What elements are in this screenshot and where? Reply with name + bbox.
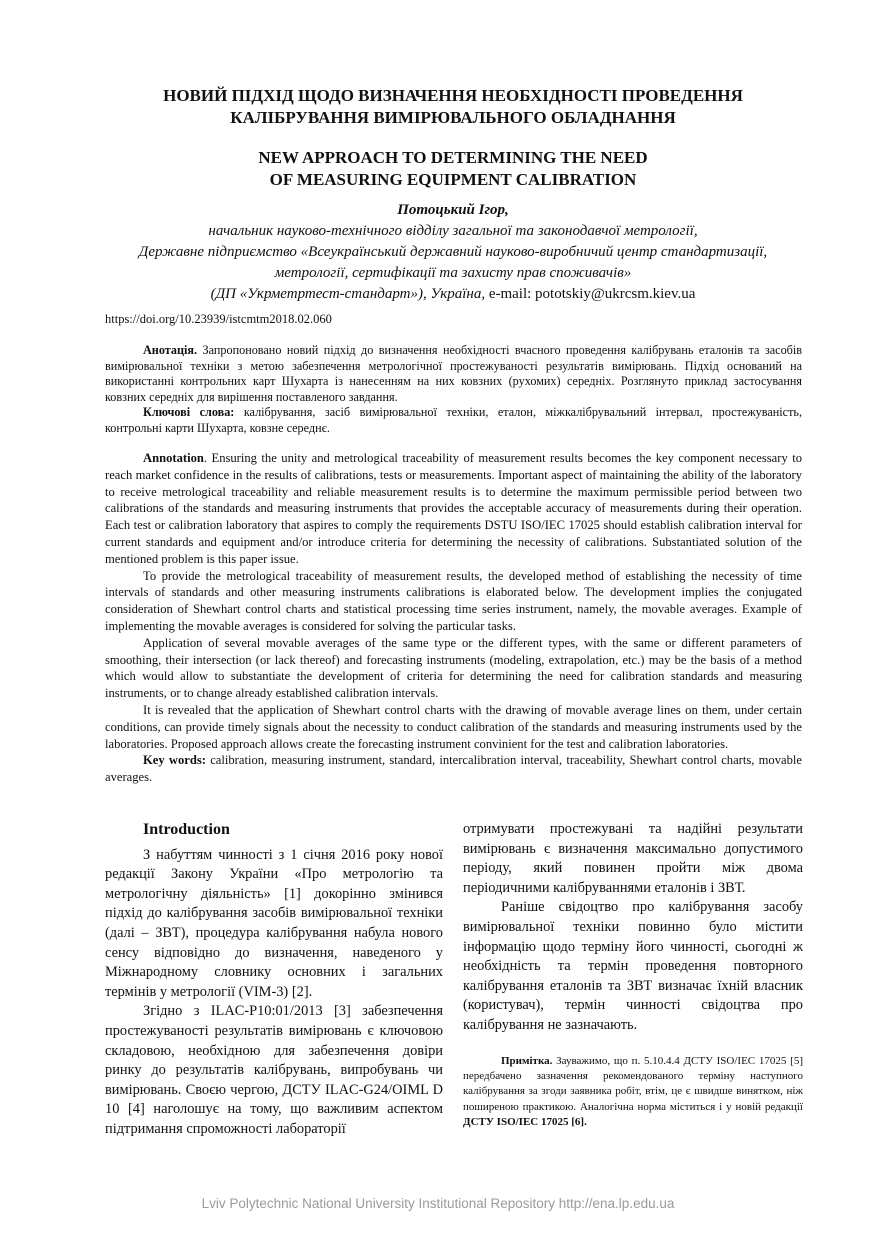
abstract-en-paragraph-2: To provide the metrological traceability of measurement results, the developed method of establishing the necessity of time intervals of standards and other measuring instruments calibrations is elaborated below. The development implies the conjugated consideration of Shewhart control charts and statistical processing time series instrument, namely, the movable averages. Example of implementing the movable averages is considered for solving the particular tasks.: [105, 568, 802, 633]
note-text: Зауважимо, що п. 5.10.4.4 ДСТУ ISO/IEC 17025 [5] передбачено зазначення рекомендованого терміну наступного калібрування за згоди заявника робіт, втім, це є швидше винятком, ніж поширеною практикою. Аналогічна норма міститься і у новій редакції: [463, 1054, 803, 1113]
abstract-uk-label: Анотація.: [143, 343, 198, 357]
abstract-en-p1: . Ensuring the unity and metrological traceability of measurement results becomes the key component necessary to reach market confidence in the results of calibrations, tests or measurements. Important aspect of maintaining the ability of the laboratory to receive metrological traceability and reliable measurement results is to determine the maximum permissible period between two calibrations of the standards and measuring instruments that provides the acceptable accuracy of measurements during their operation. Each test or calibration laboratory that aspires to comply the requirements DSTU ISO/IEC 17025 should establish calibration interval for current standards and equipment and/or introduce criteria for determining the necessity of calibrations. Substantiated solution of the mentioned problem is this paper issue.: [105, 451, 802, 566]
doi-link[interactable]: https://doi.org/10.23939/istcmtm2018.02.060: [105, 312, 332, 326]
keywords-uk-paragraph: [105, 405, 802, 436]
author-affiliation-line1: Державне підприємство «Всеукраїнський державний науково-виробничий центр стандартизації,: [138, 244, 768, 260]
abstract-en-paragraph-4: It is revealed that the application of Shewhart control charts with the drawing of movable average lines on them, under certain conditions, can provide timely signals about the necessity to conduct calibration of the standards and measuring instruments used by the laboratories. Proposed approach allows create the forecasting instrument convinient for the test and calibration laboratories.: [105, 702, 802, 751]
keywords-en-paragraph: [105, 752, 802, 786]
keywords-en-label: Key words:: [143, 753, 206, 768]
intro-paragraph-4: Раніше свідоцтво про калібрування засобу вимірювальної техніки повинно було містити інформацію щодо терміну його чинності, сьогодні ж необхідність та термін проведення повторного калібрування еталонів та ЗВТ визначає їхній власник (користувач), термін чинності свідоцтва про калібрування не зазначають.: [463, 899, 803, 1033]
section-heading-introduction: Introduction: [143, 821, 230, 838]
intro-paragraph-1: З набуттям чинності з 1 січня 2016 року нової редакції Закону України «Про метрологію та метрологічну діяльність» [1] докорінно змінився підхід до калібрування засобів вимірювальної техніки (далі – ЗВТ), процедура калібрування набула нового сенсу відповідно до визначення, наведеного у Міжнародному словнику основних і загальних термінів у метрології (VIM-3) [2].: [105, 846, 443, 1000]
author-affiliation-line3: [60, 284, 846, 305]
note-paragraph: [463, 1054, 803, 1131]
abstract-uk-text: Запропоновано новий підхід до визначення необхідності вчасного проведення калібрувань еталонів та засобів вимірювальної техніки з метою забезпечення метрологічної простежуваності результатів вимірювань. Підхід оснований на використанні контрольних карт Шухарта із нанесенням на них ковзних (рухомих) середніх. Розглянуто приклад застосування ковзних середніх для вирішення поставленого завдання.: [105, 343, 802, 404]
author-affiliation-line2: метрології, сертифікації та захисту прав споживачів»: [274, 265, 632, 281]
title-en-line1: NEW APPROACH TO DETERMINING THE NEED: [258, 148, 648, 167]
title-english: [100, 147, 806, 191]
abstract-en-paragraph-3: Application of several movable averages of the same type or the different types, with the same or different parameters of smoothing, their intersection (or lack thereof) and forecasting instruments (modeling, extrapolation, etc.) may be the basis of a method which would allow to substantiate the development of criteria for determining the need for calibration standards and measuring instruments, or to change already established calibration intervals.: [105, 635, 802, 701]
keywords-uk-label: Ключові слова:: [143, 405, 235, 420]
abstract-uk-paragraph: [105, 343, 802, 405]
intro-paragraph-3: отримувати простежувані та надійні результати вимірювань є визначення максимально допустимого періоду, який повинен пройти між двома періодичними калібруваннями еталонів і ЗВТ.: [463, 821, 803, 896]
title-en-line2: OF MEASURING EQUIPMENT CALIBRATION: [269, 170, 637, 189]
body-column-right: [463, 820, 803, 1131]
abstract-en-paragraph-1: [105, 450, 802, 568]
body-column-left: [105, 820, 443, 1140]
abstract-en-label: Annotation: [143, 451, 204, 465]
author-position: начальник науково-технічного відділу загальної та законодавчої метрології,: [208, 223, 698, 239]
author-name: Потоцький Ігор,: [397, 202, 509, 218]
abstract-ukrainian: [105, 343, 802, 437]
title-uk-line2: КАЛІБРУВАННЯ ВИМІРЮВАЛЬНОГО ОБЛАДНАННЯ: [230, 108, 676, 127]
author-block: [60, 200, 846, 305]
author-email[interactable]: e-mail: pototskiy@ukrcsm.kiev.ua: [485, 286, 696, 302]
note-label: Примітка.: [501, 1054, 553, 1067]
title-ukrainian: [100, 85, 806, 129]
intro-paragraph-2: Згідно з ILAC-P10:01/2013 [3] забезпечення простежуваності результатів вимірювань є ключовою складовою, необхідною для забезпечення довіри ринку до результатів калібрувань, випробувань чи вимірювань. Своєю чергою, ДСТУ ILAC-G24/OIML D 10 [4] наголошує на тому, що важливим аспектом підтримання спроможності лабораторії: [105, 1003, 443, 1137]
abstract-english: [105, 450, 802, 786]
repository-footer: Lviv Polytechnic National University Institutional Repository http://ena.lp.edu.ua: [201, 1196, 675, 1211]
keywords-uk-text: калібрування, засіб вимірювальної техніки, еталон, міжкалібрувальний інтервал, простежуваність, контрольні карти Шухарта, ковзне середнє.: [105, 405, 802, 435]
note-reference: ДСТУ ISO/IEC 17025 [6].: [463, 1116, 587, 1129]
title-uk-line1: НОВИЙ ПІДХІД ЩОДО ВИЗНАЧЕННЯ НЕОБХІДНОСТІ ПРОВЕДЕННЯ: [163, 86, 743, 105]
author-org-country: (ДП «Укрметртест-стандарт»), Україна,: [210, 286, 486, 302]
keywords-en-text: calibration, measuring instrument, standard, intercalibration interval, traceability, Shewhart control charts, movable averages.: [105, 753, 802, 785]
